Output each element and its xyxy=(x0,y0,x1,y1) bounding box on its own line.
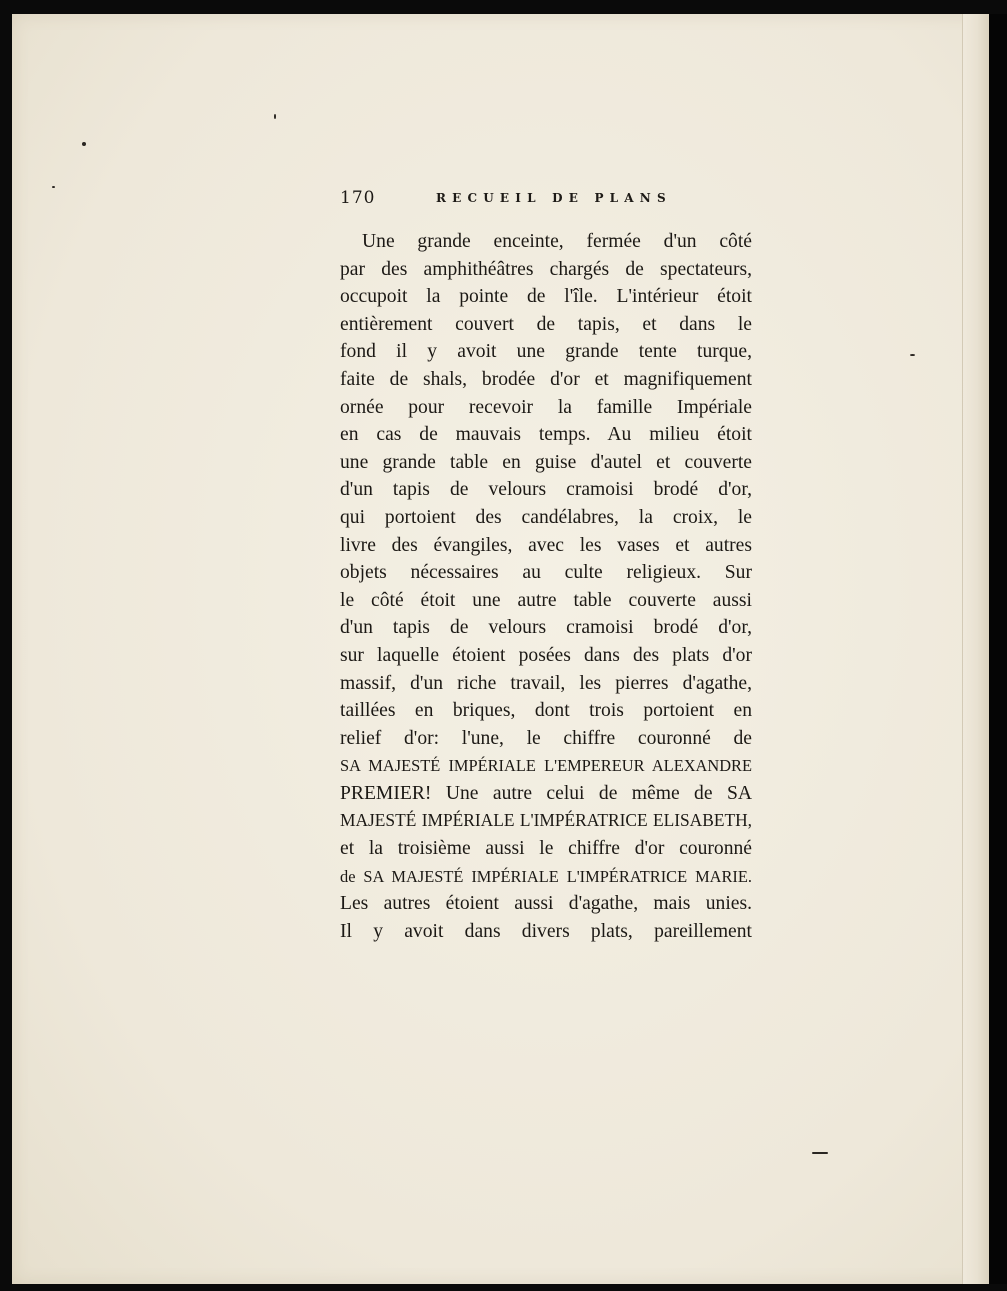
ink-speck xyxy=(52,186,55,188)
text-line: occupoit la pointe de l'île. L'intérieur étoit xyxy=(340,286,752,308)
page-number: 170 xyxy=(340,188,376,208)
text-line: ornée pour recevoir la famille Impériale xyxy=(340,396,752,418)
text-line: livre des évangiles, avec les vases et autres xyxy=(340,534,752,556)
running-title: RECUEIL DE PLANS xyxy=(436,191,672,205)
text-line: fond il y avoit une grande tente turque, xyxy=(340,341,752,363)
ink-speck xyxy=(910,354,915,356)
ink-speck xyxy=(812,1152,828,1154)
text-line: Une grande enceinte, fermée d'un côté xyxy=(362,231,752,252)
text-line: d'un tapis de velours cramoisi brodé d'or, xyxy=(340,479,752,501)
body-text xyxy=(340,228,752,945)
ink-speck xyxy=(82,142,86,146)
text-line: objets nécessaires au culte religieux. Sur xyxy=(340,562,752,584)
text-line: en cas de mauvais temps. Au milieu étoit xyxy=(340,424,752,446)
text-line: Les autres étoient aussi d'agathe, mais unies. xyxy=(340,893,752,915)
text-line: le côté étoit une autre table couverte aussi xyxy=(340,589,752,611)
text-line: MAJESTÉ IMPÉRIALE L'IMPÉRATRICE ELISABETH, xyxy=(340,810,752,831)
text-line: faite de shals, brodée d'or et magnifiquement xyxy=(340,368,752,390)
text-line: une grande table en guise d'autel et couverte xyxy=(340,451,752,473)
text-line: PREMIER! Une autre celui de même de SA xyxy=(340,782,752,804)
text-line: qui portoient des candélabres, la croix, le xyxy=(340,506,752,528)
scan-border-right xyxy=(989,14,1007,1284)
text-line: taillées en briques, dont trois portoient en xyxy=(340,700,752,722)
text-line: et la troisième aussi le chiffre d'or couronné xyxy=(340,838,752,860)
text-line: par des amphithéâtres chargés de spectateurs, xyxy=(340,258,752,280)
ink-speck xyxy=(274,114,276,119)
text-line: SA MAJESTÉ IMPÉRIALE L'EMPEREUR ALEXANDRE xyxy=(340,756,752,776)
text-line: relief d'or: l'une, le chiffre couronné de xyxy=(340,727,752,749)
text-line: massif, d'un riche travail, les pierres d'agathe, xyxy=(340,672,752,694)
page-header xyxy=(340,188,760,212)
text-line: d'un tapis de velours cramoisi brodé d'or, xyxy=(340,617,752,639)
text-line: Il y avoit dans divers plats, pareillement xyxy=(340,920,752,942)
text-line: entièrement couvert de tapis, et dans le xyxy=(340,313,752,335)
page-fold-edge xyxy=(962,14,989,1284)
text-line: de SA MAJESTÉ IMPÉRIALE L'IMPÉRATRICE MARIE. xyxy=(340,866,752,886)
text-line: sur laquelle étoient posées dans des plats d'or xyxy=(340,644,752,666)
